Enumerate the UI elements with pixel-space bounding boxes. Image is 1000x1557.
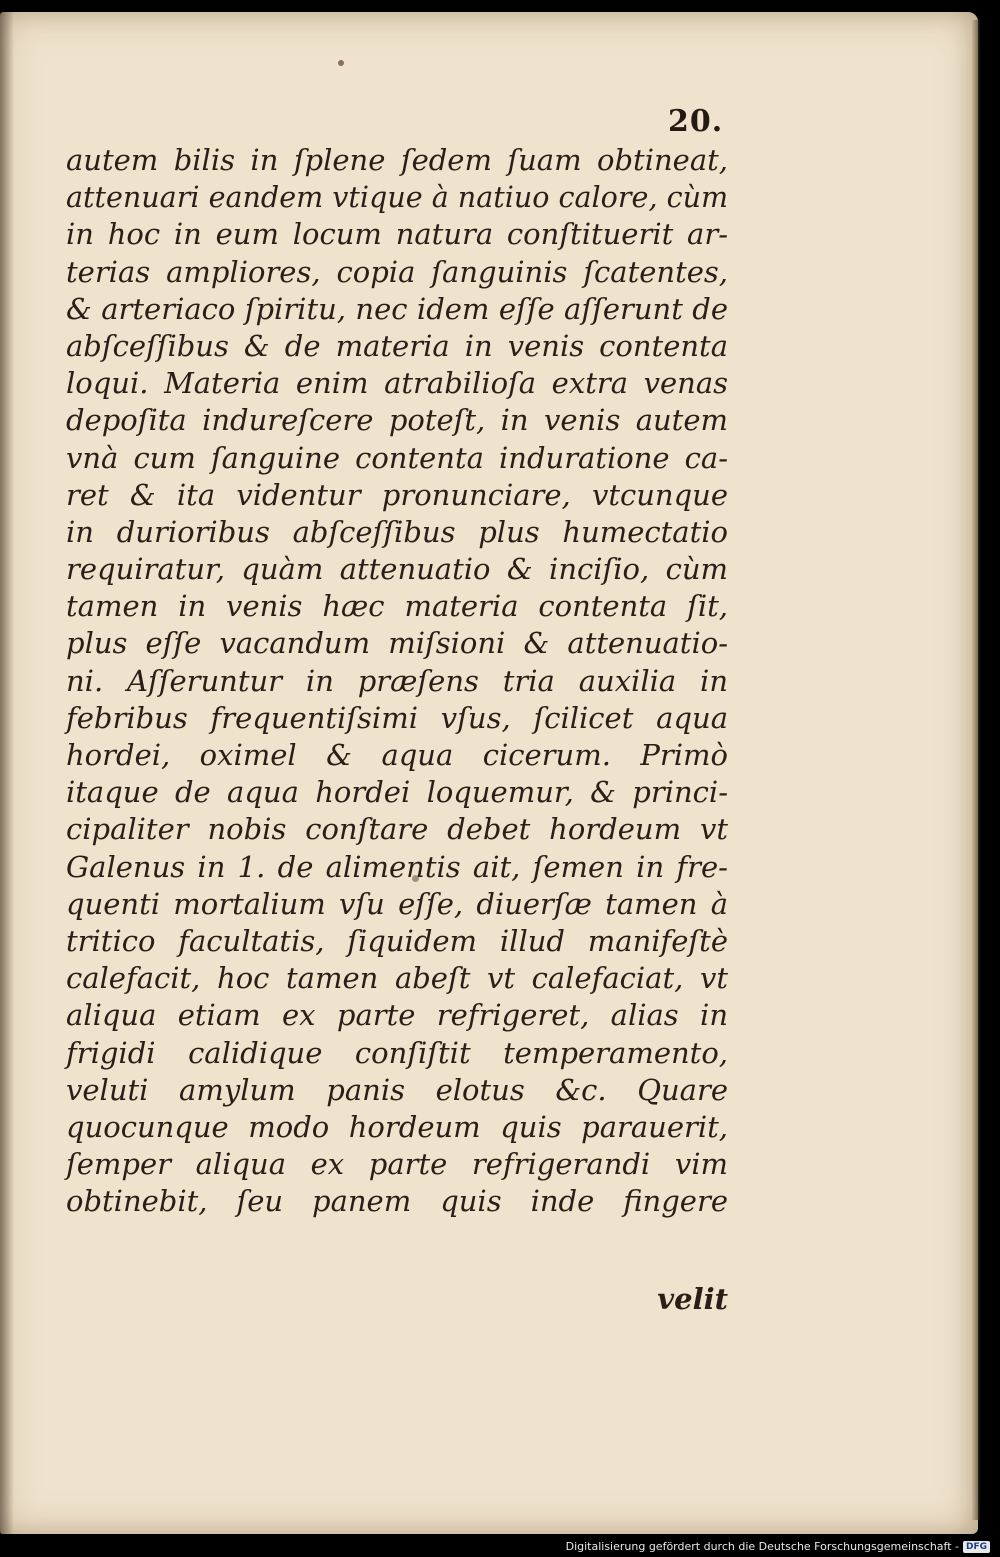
text-line: autem bilis in ſplene ſedem ſuam obtineat, (66, 143, 728, 177)
page-number: 20. (668, 104, 724, 139)
text-line: hordei, oximel & aqua cicerum. Primò (66, 738, 728, 772)
body-text (66, 142, 728, 1220)
digitization-credit (566, 1540, 990, 1553)
text-line: itaque de aqua hordei loquemur, & princi- (66, 775, 728, 810)
text-line: & arteriaco ſpiritu, nec idem eſſe aſſerunt de (66, 291, 728, 326)
text-line: febribus frequentiſsimi vſus, ſcilicet aqua (66, 700, 728, 735)
text-line: ſemper aliqua ex parte refrigerandi vim (66, 1147, 728, 1182)
text-line: in hoc in eum locum natura conſtituerit ar- (66, 217, 728, 252)
text-line: abſceſſibus & de materia in venis contenta (66, 328, 728, 363)
text-line: ret & ita videntur pronunciare, vtcunque (66, 477, 728, 512)
text-line: tamen in venis hæc materia contenta ſit, (66, 589, 728, 624)
text-line: veluti amylum panis elotus &c. Quare (66, 1072, 728, 1107)
ink-spot (338, 60, 344, 66)
text-line: plus eſſe vacandum miſsioni & attenuatio- (66, 626, 728, 661)
dfg-logo: DFG (963, 1541, 990, 1553)
text-line: in durioribus abſceſſibus plus humectatio (66, 514, 728, 549)
text-line: requiratur, quàm attenuatio & inciſio, cùm (66, 552, 728, 587)
text-line: cipaliter nobis conſtare debet hordeum vt (66, 812, 728, 847)
credit-text: Digitalisierung gefördert durch die Deutsche Forschungsgemeinschaft - (565, 1540, 959, 1553)
text-line: attenuari eandem vtique à natiuo calore, cùm (66, 180, 729, 215)
catchword: velit (657, 1282, 728, 1316)
text-line: depoſita indureſcere poteſt, in venis autem (66, 403, 728, 438)
text-line: quocunque modo hordeum quis parauerit, (66, 1109, 728, 1144)
text-line: calefacit, hoc tamen abeſt vt calefaciat, vt (66, 961, 728, 996)
text-line: frigidi calidique conſiſtit temperamento, (66, 1035, 728, 1070)
text-line: obtinebit, ſeu panem quis inde fingere (66, 1184, 728, 1219)
text-line: quenti mortalium vſu eſſe, diuerſæ tamen à (66, 886, 728, 921)
spine-shadow (0, 12, 14, 1534)
page-edge (972, 20, 980, 1520)
text-line: ni. Aſſeruntur in præſens tria auxilia in (66, 663, 728, 698)
text-line: terias ampliores, copia ſanguinis ſcatentes, (66, 254, 728, 289)
text-line: Galenus in 1. de alimentis ait, ſemen in fre- (66, 849, 728, 884)
text-line: loqui. Materia enim atrabilioſa extra venas (66, 366, 728, 401)
text-line: aliqua etiam ex parte refrigeret, alias in (66, 998, 728, 1033)
text-line: tritico facultatis, ſiquidem illud manifeſtè (66, 923, 728, 958)
text-line: vnà cum ſanguine contenta induratione ca- (66, 440, 728, 475)
